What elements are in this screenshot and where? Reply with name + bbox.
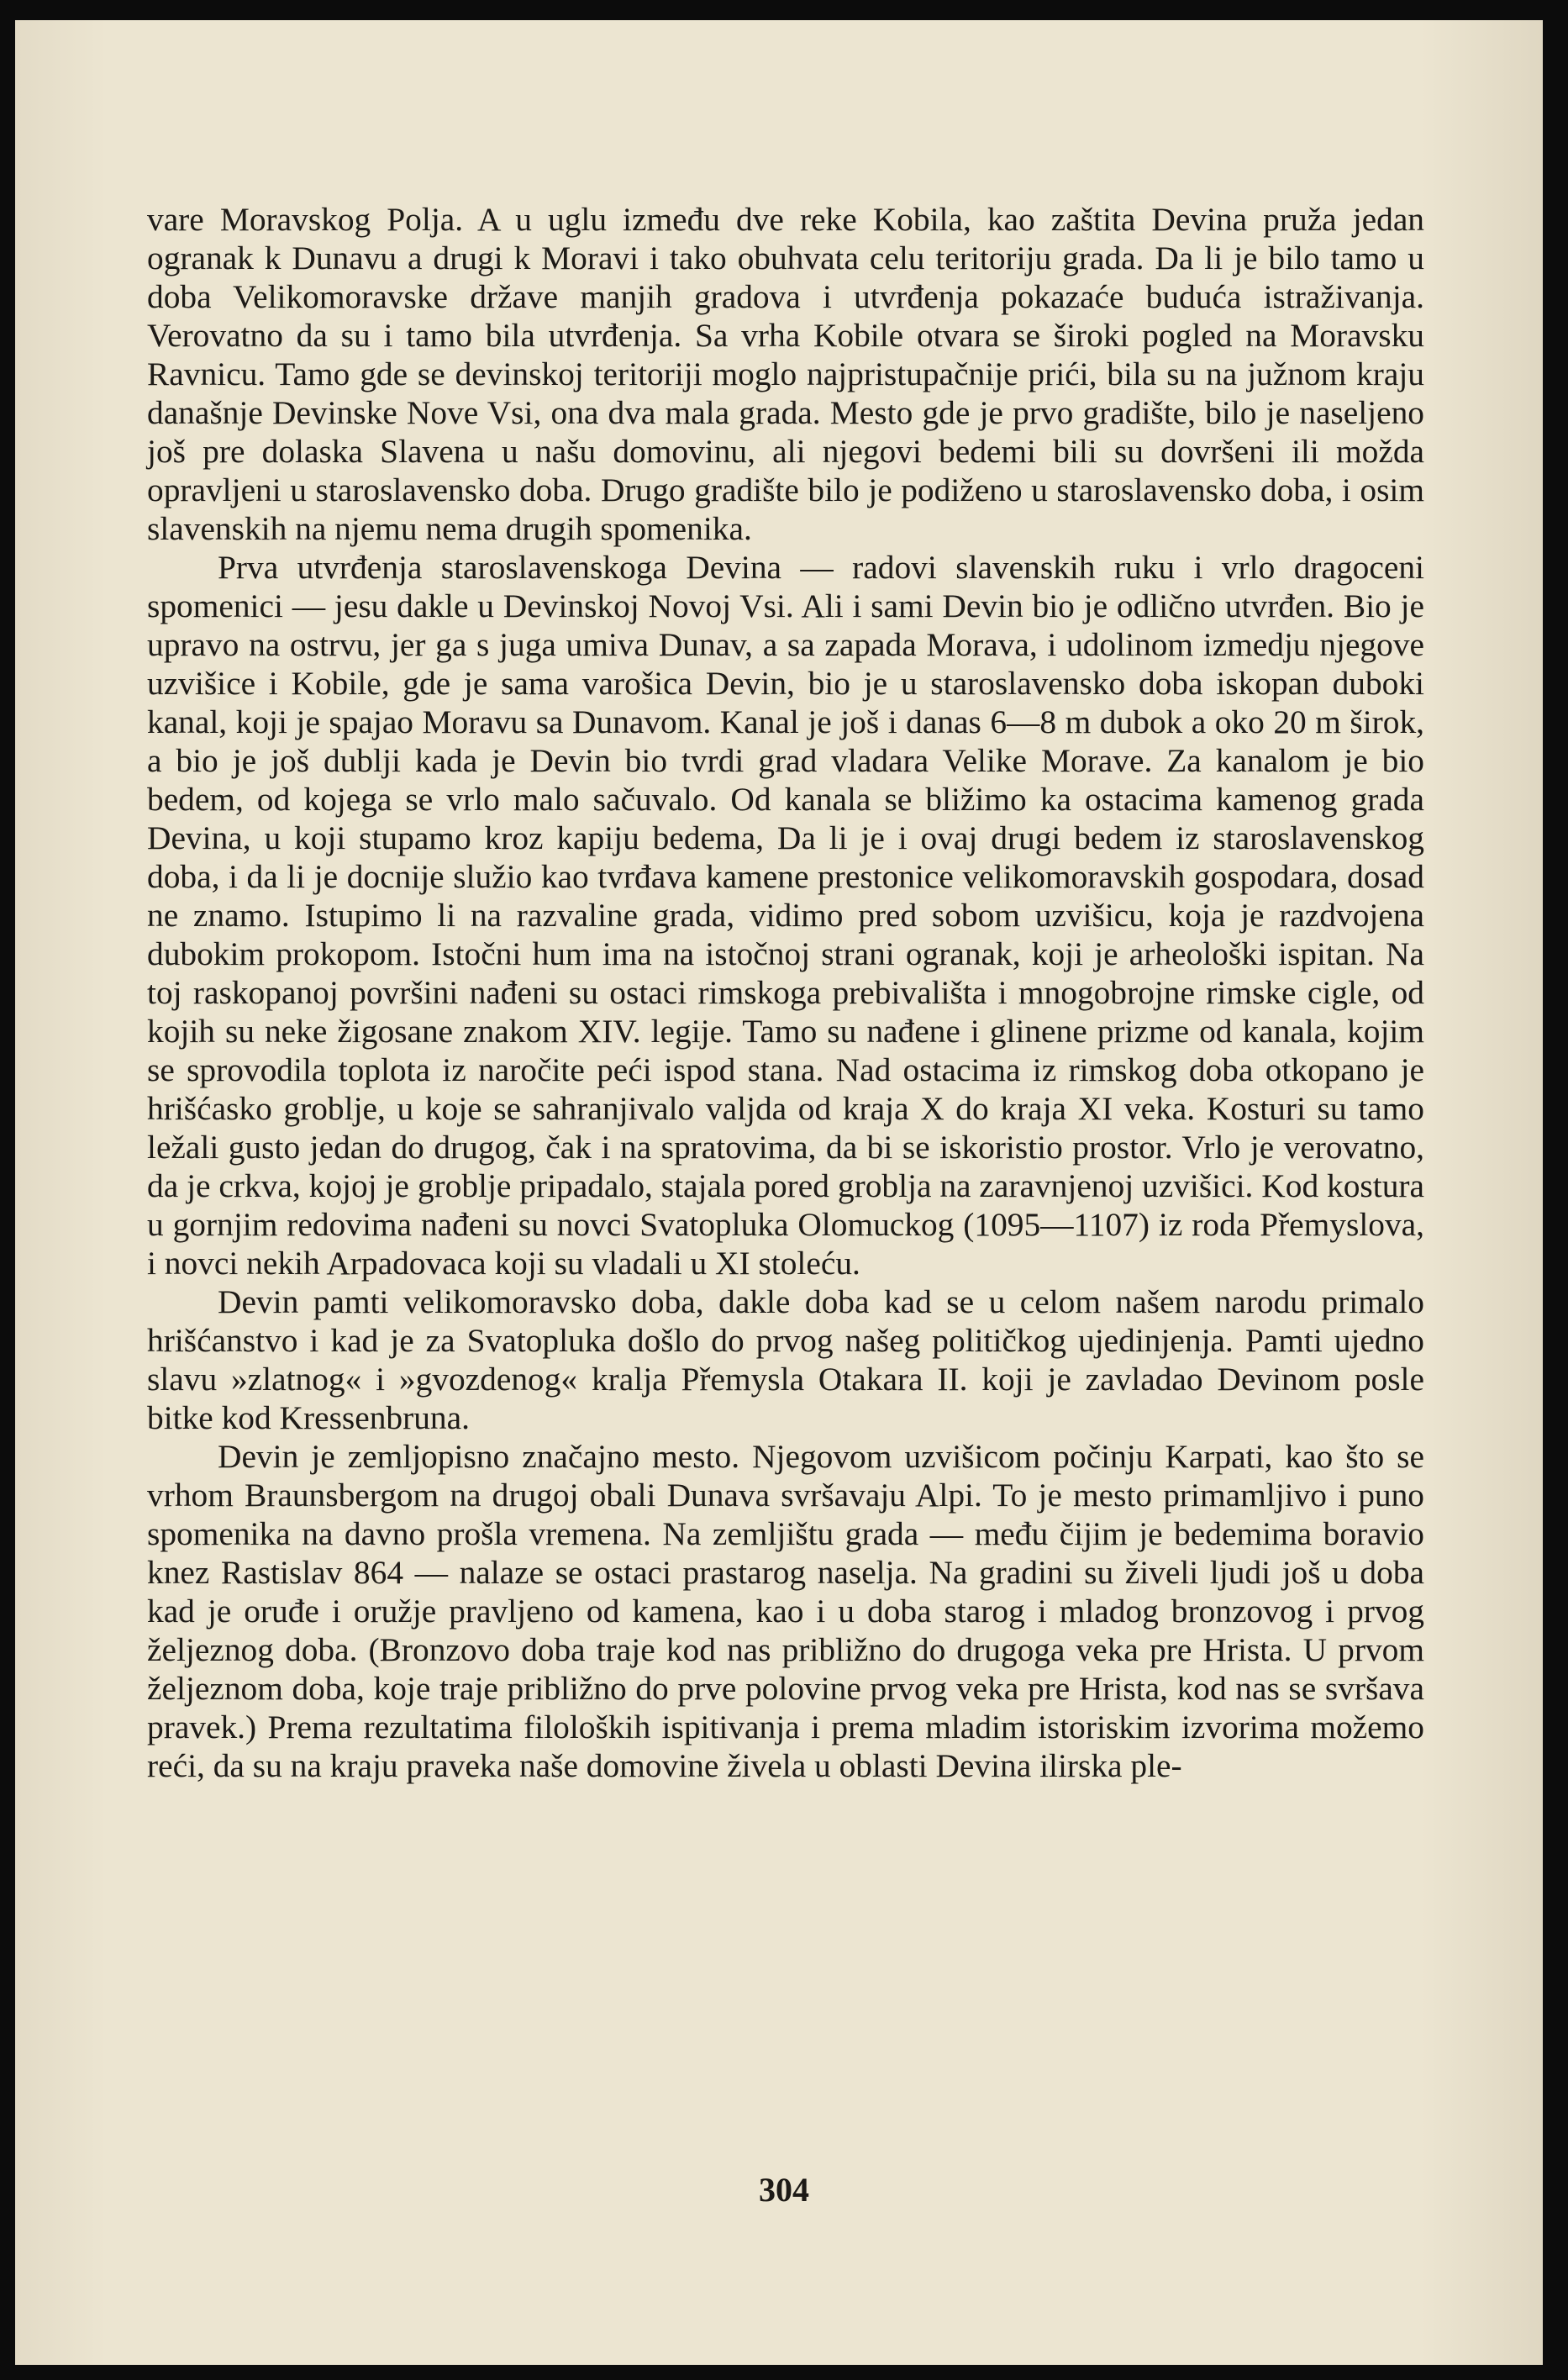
paragraph-2: Prva utvrđenja staroslavenskoga Devina — radovi slavenskih ruku i vrlo dragoceni spomenici — jesu dakle u Devinskoj Novoj Vsi. Ali i sami Devin bio je odlično utvrđen. Bio je upravo na ostrvu, jer ga s juga umiva Dunav, a sa zapada Morava, i udolinom izmedju njegove uzvišice i Kobile, gde je sama varošica Devin, bio je u staroslavensko doba iskopan duboki kanal, koji je spajao Moravu sa Dunavom. Kanal je još i danas 6—8 m dubok a oko 20 m širok, a bio je još dublji kada je Devin bio tvrdi grad vladara Velike Morave. Za kanalom je bio bedem, od kojega se vrlo malo sačuvalo. Od kanala se bližimo ka ostacima kamenog grada Devina, u koji stupamo kroz kapiju bedema, Da li je i ovaj drugi bedem iz staroslavenskog doba, i da li je docnije služio kao tvrđava kamene prestonice velikomoravskih gospodara, dosad ne znamo. Istupimo li na razvaline grada, vidimo pred sobom uzvišicu, koja je razdvojena dubokim prokopom. Istočni hum ima na istočnoj strani ogranak, koji je arheološki ispitan. Na toj raskopanoj površini nađeni su ostaci rimskoga prebivališta i mnogobrojne rimske cigle, od kojih su neke žigosane znakom XIV. legije. Tamo su nađene i glinene prizme od kanala, kojim se sprovodila toplota iz naročite peći ispod stana. Nad ostacima iz rimskog doba otkopano je hrišćasko groblje, u koje se sahranjivalo valjda od kraja X do kraja XI veka. Kosturi su tamo ležali gusto jedan do drugog, čak i na spratovima, da bi se iskoristio prostor. Vrlo je verovatno, da je crkva, kojoj je groblje pripadalo, stajala pored groblja na zaravnjenoj uzvišici. Kod kostura u gornjim redovima nađeni su novci Svatopluka Olomuckog (1095—1107) iz roda Přemyslova, i novci nekih Arpadovaca koji su vladali u XI stoleću.: [147, 549, 1424, 1282]
paragraph-3: Devin pamti velikomoravsko doba, dakle doba kad se u celom našem narodu primalo hrišćanstvo i kad je za Svatopluka došlo do prvog našeg političkog ujedinjenja. Pamti ujedno slavu »zlatnog« i »gvozdenog« kralja Přemysla Otakara II. koji je zavladao Devinom posle bitke kod Kressenbruna.: [147, 1283, 1424, 1436]
body-text: [147, 200, 1424, 1785]
paragraph-4: Devin je zemljopisno značajno mesto. Njegovom uzvišicom počinju Karpati, kao što se vrhom Braunsbergom na drugoj obali Dunava svršavaju Alpi. To je mesto primamljivo i puno spomenika na davno prošla vremena. Na zemljištu grada — među čijim je bedemima boravio knez Rastislav 864 — nalaze se ostaci prastarog naselja. Na gradini su živeli ljudi još u doba kad je oruđe i oružje pravljeno od kamena, kao i u doba starog i mladog bronzovog i prvog željeznog doba. (Bronzovo doba traje kod nas približno do drugoga veka pre Hrista. U prvom željeznom doba, koje traje približno do prve polovine prvog veka pre Hrista, kod nas se svršava pravek.) Prema rezultatima filoloških ispitivanja i prema mladim istoriskim izvorima možemo reći, da su na kraju praveka naše domovine živela u oblasti Devina ilirska ple-: [147, 1438, 1424, 1784]
paragraph-1: vare Moravskog Polja. A u uglu između dve reke Kobila, kao zaštita Devina pruža jedan ogranak k Dunavu a drugi k Moravi i tako obuhvata celu teritoriju grada. Da li je bilo tamo u doba Velikomoravske države manjih gradova i utvrđenja pokazaće buduća istraživanja. Verovatno da su i tamo bila utvrđenja. Sa vrha Kobile otvara se široki pogled na Moravsku Ravnicu. Tamo gde se devinskoj teritoriji moglo najpristupačnije prići, bila su na južnom kraju današnje Devinske Nove Vsi, ona dva mala grada. Mesto gde je prvo gradište, bilo je naseljeno još pre dolaska Slavena u našu domovinu, ali njegovi bedemi bili su dovršeni ili možda opravljeni u staroslavensko doba. Drugo gradište bilo je podiženo u staroslavensko doba, i osim slavenskih na njemu nema drugih spomenika.: [147, 201, 1424, 547]
page-number: 304: [759, 2171, 809, 2209]
